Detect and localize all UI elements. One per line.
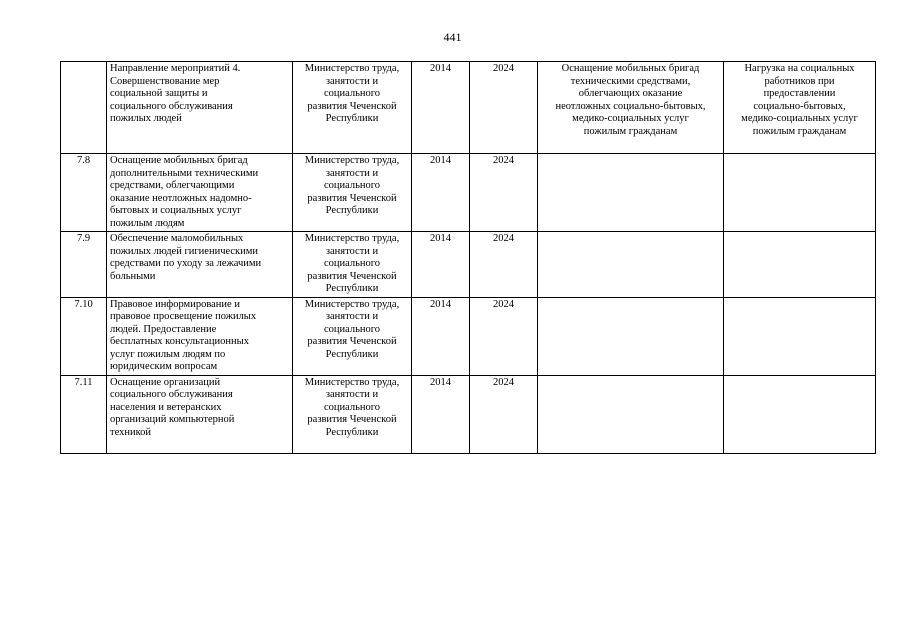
row-number-cell: 7.10: [61, 297, 107, 375]
consequence-cell: [724, 154, 876, 232]
row-number-cell: 7.11: [61, 375, 107, 453]
program-table: [60, 61, 876, 454]
executor-cell: Министерство труда, занятости и социального развития Чеченской Республики: [293, 375, 412, 453]
expected-result-cell: Оснащение мобильных бригад техническими средствами, облегчающих оказание неотложных социально-бытовых, медико-социальных услуг пожилым гражданам: [538, 62, 724, 154]
start-year-cell: 2014: [412, 375, 470, 453]
activity-name-cell: Оснащение организаций социального обслуживания населения и ветеранских организаций компьютерной техникой: [107, 375, 293, 453]
row-number-cell: [61, 62, 107, 154]
table-row: [61, 232, 876, 298]
expected-result-cell: [538, 154, 724, 232]
consequence-cell: [724, 297, 876, 375]
table-row: [61, 62, 876, 154]
consequence-cell: [724, 375, 876, 453]
start-year-cell: 2014: [412, 232, 470, 298]
end-year-cell: 2024: [470, 154, 538, 232]
activity-name-cell: Правовое информирование и правовое просвещение пожилых людей. Предоставление бесплатных консультационных услуг пожилым людям по юридическим вопросам: [107, 297, 293, 375]
table-row: [61, 154, 876, 232]
start-year-cell: 2014: [412, 154, 470, 232]
consequence-cell: [724, 232, 876, 298]
activity-name-cell: Оснащение мобильных бригад дополнительными техническими средствами, облегчающими оказание неотложных надомно- бытовых и социальных услуг пожилым людям: [107, 154, 293, 232]
executor-cell: Министерство труда, занятости и социального развития Чеченской Республики: [293, 297, 412, 375]
row-number-cell: 7.9: [61, 232, 107, 298]
consequence-cell: Нагрузка на социальных работников при предоставлении социально-бытовых, медико-социальных услуг пожилым гражданам: [724, 62, 876, 154]
table-row: [61, 297, 876, 375]
expected-result-cell: [538, 297, 724, 375]
end-year-cell: 2024: [470, 297, 538, 375]
expected-result-cell: [538, 232, 724, 298]
page-number: 441: [443, 30, 462, 44]
end-year-cell: 2024: [470, 62, 538, 154]
start-year-cell: 2014: [412, 297, 470, 375]
executor-cell: Министерство труда, занятости и социального развития Чеченской Республики: [293, 232, 412, 298]
start-year-cell: 2014: [412, 62, 470, 154]
expected-result-cell: [538, 375, 724, 453]
end-year-cell: 2024: [470, 232, 538, 298]
executor-cell: Министерство труда, занятости и социального развития Чеченской Республики: [293, 154, 412, 232]
row-number-cell: 7.8: [61, 154, 107, 232]
activity-name-cell: Обеспечение маломобильных пожилых людей гигиеническими средствами по уходу за лежачими больными: [107, 232, 293, 298]
executor-cell: Министерство труда, занятости и социального развития Чеченской Республики: [293, 62, 412, 154]
activity-name-cell: Направление мероприятий 4. Совершенствование мер социальной защиты и социального обслуживания пожилых людей: [107, 62, 293, 154]
end-year-cell: 2024: [470, 375, 538, 453]
table-row: [61, 375, 876, 453]
